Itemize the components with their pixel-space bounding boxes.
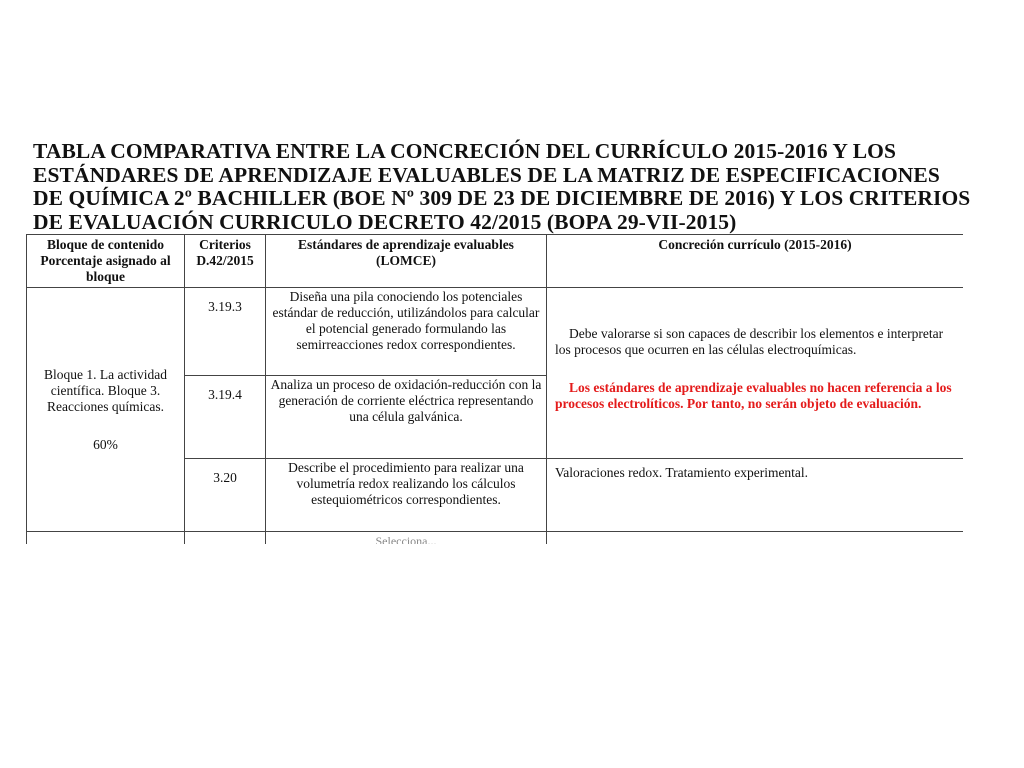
header-estandares: Estándares de aprendizaje evaluables (LOMCE) <box>266 235 547 288</box>
comparison-table-container <box>26 234 963 544</box>
cutoff-cell: Selecciona... <box>266 532 547 545</box>
title-line-2: ESTÁNDARES DE APRENDIZAJE EVALUABLES DE LA MATRIZ DE ESPECIFICACIONES <box>33 162 940 187</box>
estandar-cell: Analiza un proceso de oxidación-reducción con la generación de corriente eléctrica representando una célula galvánica. <box>266 376 547 459</box>
estandar-cell: Diseña una pila conociendo los potenciales estándar de reducción, utilizándolos para calcular el potencial generado formulando las semirreacciones redox correspondientes. <box>266 288 547 376</box>
cutoff-cell <box>185 532 266 545</box>
header-bloque: Bloque de contenido Porcentaje asignado al bloque <box>27 235 185 288</box>
concrecion-cell <box>547 288 964 459</box>
criterio-cell: 3.19.3 <box>185 288 266 376</box>
table-header-row <box>27 235 964 288</box>
criterio-cell: 3.19.4 <box>185 376 266 459</box>
title-line-3: DE QUÍMICA 2º BACHILLER (BOE Nº 309 DE 23 DE DICIEMBRE DE 2016) Y LOS CRITERIOS <box>33 186 971 210</box>
document-title <box>33 140 993 234</box>
title-line-4: DE EVALUACIÓN CURRICULO DECRETO 42/2015 (BOPA 29-VII-2015) <box>33 209 737 234</box>
table-row-cutoff <box>27 532 964 545</box>
concrecion-cell <box>547 459 964 532</box>
estandar-cell: Describe el procedimiento para realizar una volumetría redox realizando los cálculos estequiométricos correspondientes. <box>266 459 547 532</box>
bloque-percent: 60% <box>93 436 118 452</box>
table-row <box>27 288 964 376</box>
concrecion-row3-text: Valoraciones redox. Tratamiento experimental. <box>555 465 809 480</box>
bloque-text: Bloque 1. La actividad científica. Bloque 3. Reacciones químicas. <box>44 366 167 414</box>
concrecion-paragraph: Debe valorarse si son capaces de describir los elementos e interpretar los procesos que ocurren en las células electroquímicas. <box>555 326 944 357</box>
bloque-cell <box>27 288 185 532</box>
cutoff-cell <box>27 532 185 545</box>
header-concrecion: Concreción currículo (2015-2016) <box>547 235 964 288</box>
header-criterios: Criterios D.42/2015 <box>185 235 266 288</box>
concrecion-red-note: Los estándares de aprendizaje evaluables no hacen referencia a los procesos electrolíticos. Por tanto, no serán objeto de evaluación. <box>555 380 952 411</box>
title-line-1: TABLA COMPARATIVA ENTRE LA CONCRECIÓN DEL CURRÍCULO 2015-2016 Y LOS <box>33 139 897 163</box>
comparison-table <box>26 234 963 544</box>
criterio-cell: 3.20 <box>185 459 266 532</box>
cutoff-cell <box>547 532 964 545</box>
